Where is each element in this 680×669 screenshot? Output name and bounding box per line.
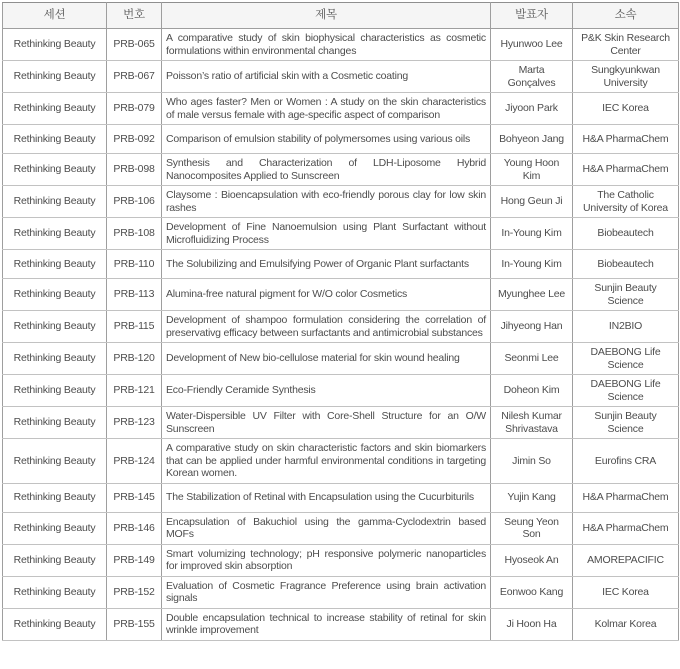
- program-table: [2, 2, 679, 641]
- table-row: [3, 250, 679, 279]
- number-cell: PRB-121: [107, 375, 162, 407]
- column-header-session: 세션: [3, 3, 107, 29]
- number-cell: PRB-113: [107, 279, 162, 311]
- presenter-cell: Nilesh Kumar Shrivastava: [491, 407, 573, 439]
- table-row: [3, 512, 679, 544]
- number-cell: PRB-067: [107, 61, 162, 93]
- number-cell: PRB-092: [107, 125, 162, 154]
- session-cell: Rethinking Beauty: [3, 125, 107, 154]
- number-cell: PRB-146: [107, 512, 162, 544]
- table-row: [3, 483, 679, 512]
- table-row: [3, 311, 679, 343]
- title-cell: Synthesis and Characterization of LDH-Liposome Hybrid Nanocomposites Applied to Sunscreen: [162, 154, 491, 186]
- table-row: [3, 218, 679, 250]
- title-cell: Development of Fine Nanoemulsion using Plant Surfactant without Microfluidizing Process: [162, 218, 491, 250]
- column-header-affiliation: 소속: [573, 3, 679, 29]
- session-cell: Rethinking Beauty: [3, 29, 107, 61]
- presenter-cell: Hyoseok An: [491, 544, 573, 576]
- affiliation-cell: DAEBONG Life Science: [573, 375, 679, 407]
- session-cell: Rethinking Beauty: [3, 154, 107, 186]
- presenter-cell: Eonwoo Kang: [491, 576, 573, 608]
- session-cell: Rethinking Beauty: [3, 439, 107, 484]
- table-body: [3, 29, 679, 641]
- number-cell: PRB-145: [107, 483, 162, 512]
- table-row: [3, 93, 679, 125]
- title-cell: Evaluation of Cosmetic Fragrance Preference using brain activation signals: [162, 576, 491, 608]
- session-cell: Rethinking Beauty: [3, 343, 107, 375]
- session-cell: Rethinking Beauty: [3, 544, 107, 576]
- title-cell: Comparison of emulsion stability of polymersomes using various oils: [162, 125, 491, 154]
- session-cell: Rethinking Beauty: [3, 218, 107, 250]
- presenter-cell: Marta Gonçalves: [491, 61, 573, 93]
- title-cell: Double encapsulation technical to increase stability of retinal for skin wrinkle improvement: [162, 608, 491, 640]
- affiliation-cell: IEC Korea: [573, 93, 679, 125]
- session-cell: Rethinking Beauty: [3, 250, 107, 279]
- affiliation-cell: DAEBONG Life Science: [573, 343, 679, 375]
- title-cell: Eco-Friendly Ceramide Synthesis: [162, 375, 491, 407]
- table-row: [3, 279, 679, 311]
- affiliation-cell: Kolmar Korea: [573, 608, 679, 640]
- number-cell: PRB-124: [107, 439, 162, 484]
- presenter-cell: Doheon Kim: [491, 375, 573, 407]
- table-header: [3, 3, 679, 29]
- table-row: [3, 154, 679, 186]
- presenter-cell: Ji Hoon Ha: [491, 608, 573, 640]
- affiliation-cell: The Catholic University of Korea: [573, 186, 679, 218]
- title-cell: Poisson’s ratio of artificial skin with a Cosmetic coating: [162, 61, 491, 93]
- presenter-cell: Young Hoon Kim: [491, 154, 573, 186]
- title-cell: Water-Dispersible UV Filter with Core-Shell Structure for an O/W Sunscreen: [162, 407, 491, 439]
- column-header-number: 번호: [107, 3, 162, 29]
- presenter-cell: Hong Geun Ji: [491, 186, 573, 218]
- column-header-presenter: 발표자: [491, 3, 573, 29]
- title-cell: Claysome : Bioencapsulation with eco-friendly porous clay for low skin rashes: [162, 186, 491, 218]
- column-header-title: 제목: [162, 3, 491, 29]
- number-cell: PRB-106: [107, 186, 162, 218]
- session-cell: Rethinking Beauty: [3, 483, 107, 512]
- number-cell: PRB-149: [107, 544, 162, 576]
- affiliation-cell: Sunjin Beauty Science: [573, 407, 679, 439]
- session-cell: Rethinking Beauty: [3, 407, 107, 439]
- session-cell: Rethinking Beauty: [3, 608, 107, 640]
- affiliation-cell: AMOREPACIFIC: [573, 544, 679, 576]
- number-cell: PRB-120: [107, 343, 162, 375]
- number-cell: PRB-108: [107, 218, 162, 250]
- presenter-cell: Jihyeong Han: [491, 311, 573, 343]
- presenter-cell: Yujin Kang: [491, 483, 573, 512]
- table-row: [3, 439, 679, 484]
- number-cell: PRB-123: [107, 407, 162, 439]
- table-row: [3, 375, 679, 407]
- affiliation-cell: H&A PharmaChem: [573, 154, 679, 186]
- presenter-cell: Hyunwoo Lee: [491, 29, 573, 61]
- table-row: [3, 608, 679, 640]
- presenter-cell: Myunghee Lee: [491, 279, 573, 311]
- table-row: [3, 186, 679, 218]
- session-cell: Rethinking Beauty: [3, 375, 107, 407]
- session-cell: Rethinking Beauty: [3, 279, 107, 311]
- session-cell: Rethinking Beauty: [3, 93, 107, 125]
- session-cell: Rethinking Beauty: [3, 186, 107, 218]
- title-cell: Alumina-free natural pigment for W/O color Cosmetics: [162, 279, 491, 311]
- number-cell: PRB-065: [107, 29, 162, 61]
- presenter-cell: Jimin So: [491, 439, 573, 484]
- table-row: [3, 29, 679, 61]
- affiliation-cell: Eurofins CRA: [573, 439, 679, 484]
- presenter-cell: In-Young Kim: [491, 218, 573, 250]
- affiliation-cell: Biobeautech: [573, 218, 679, 250]
- presenter-cell: Bohyeon Jang: [491, 125, 573, 154]
- affiliation-cell: H&A PharmaChem: [573, 483, 679, 512]
- title-cell: Encapsulation of Bakuchiol using the gamma-Cyclodextrin based MOFs: [162, 512, 491, 544]
- title-cell: Smart volumizing technology; pH responsive polymeric nanoparticles for improved skin absorption: [162, 544, 491, 576]
- number-cell: PRB-110: [107, 250, 162, 279]
- session-cell: Rethinking Beauty: [3, 311, 107, 343]
- header-row: [3, 3, 679, 29]
- affiliation-cell: Sunjin Beauty Science: [573, 279, 679, 311]
- table-row: [3, 576, 679, 608]
- affiliation-cell: H&A PharmaChem: [573, 125, 679, 154]
- number-cell: PRB-155: [107, 608, 162, 640]
- affiliation-cell: IN2BIO: [573, 311, 679, 343]
- table-row: [3, 125, 679, 154]
- title-cell: A comparative study of skin biophysical characteristics as cosmetic formulations within environmental changes: [162, 29, 491, 61]
- table-row: [3, 61, 679, 93]
- table-row: [3, 544, 679, 576]
- affiliation-cell: Sungkyunkwan University: [573, 61, 679, 93]
- title-cell: Development of New bio-cellulose material for skin wound healing: [162, 343, 491, 375]
- title-cell: Development of shampoo formulation considering the correlation of preservativg efficacy between surfactants and antimicrobial substances: [162, 311, 491, 343]
- affiliation-cell: IEC Korea: [573, 576, 679, 608]
- number-cell: PRB-115: [107, 311, 162, 343]
- affiliation-cell: Biobeautech: [573, 250, 679, 279]
- presenter-cell: Seonmi Lee: [491, 343, 573, 375]
- presenter-cell: Jiyoon Park: [491, 93, 573, 125]
- session-cell: Rethinking Beauty: [3, 576, 107, 608]
- presenter-cell: Seung Yeon Son: [491, 512, 573, 544]
- title-cell: The Solubilizing and Emulsifying Power of Organic Plant surfactants: [162, 250, 491, 279]
- title-cell: Who ages faster? Men or Women : A study on the skin characteristics of male versus female with age-specific aspect of comparison: [162, 93, 491, 125]
- number-cell: PRB-098: [107, 154, 162, 186]
- table-row: [3, 343, 679, 375]
- number-cell: PRB-079: [107, 93, 162, 125]
- title-cell: A comparative study on skin characteristic factors and skin biomarkers that can be applied under harmful environmental conditions in targeting Korean women.: [162, 439, 491, 484]
- session-cell: Rethinking Beauty: [3, 61, 107, 93]
- session-cell: Rethinking Beauty: [3, 512, 107, 544]
- table-row: [3, 407, 679, 439]
- title-cell: The Stabilization of Retinal with Encapsulation using the Cucurbiturils: [162, 483, 491, 512]
- number-cell: PRB-152: [107, 576, 162, 608]
- affiliation-cell: P&K Skin Research Center: [573, 29, 679, 61]
- affiliation-cell: H&A PharmaChem: [573, 512, 679, 544]
- presenter-cell: In-Young Kim: [491, 250, 573, 279]
